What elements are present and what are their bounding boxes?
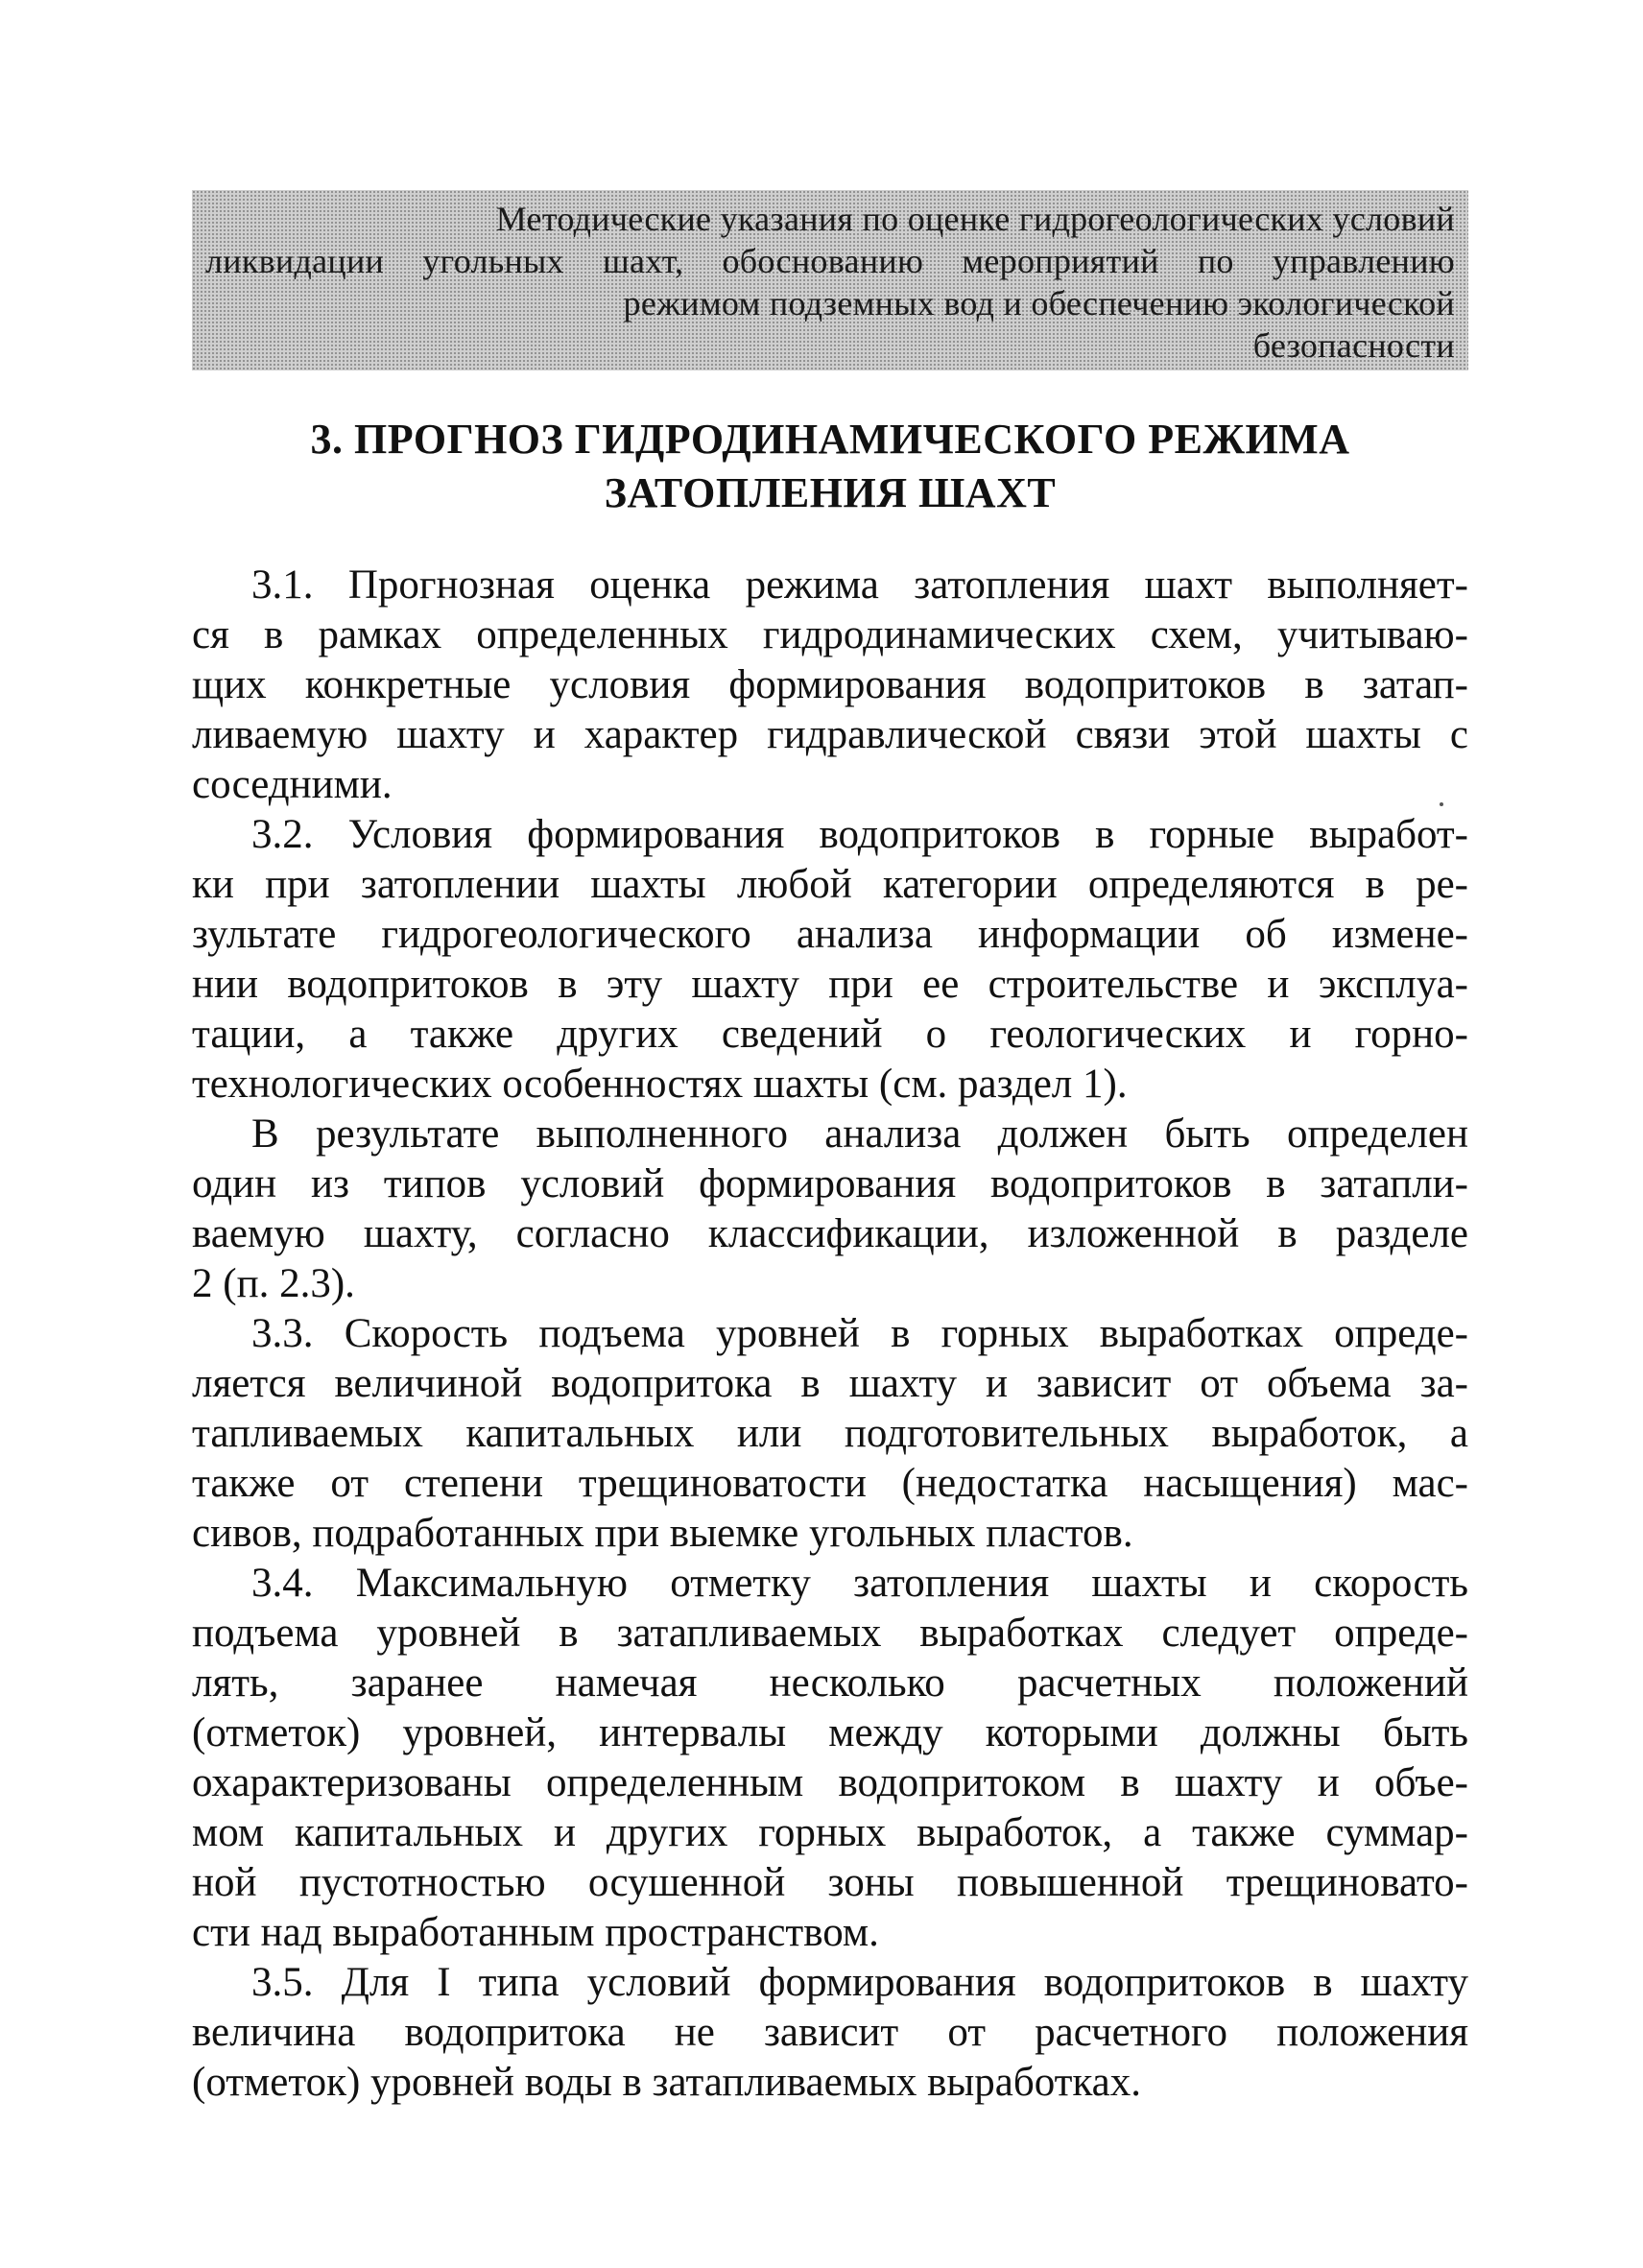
running-header-line: ликвидации угольных шахт, обоснованию мероприятий по управлению bbox=[205, 242, 1455, 280]
text-line: ной пустотностью осушенной зоны повышенной трещиновато- bbox=[192, 1860, 1468, 1905]
text-line: 3.4. Максимальную отметку затопления шахты и скорость bbox=[251, 1561, 1468, 1606]
text-line: мом капитальных и других горных выработок, а также суммар- bbox=[192, 1810, 1468, 1855]
section-title-line: ЗАТОПЛЕНИЯ ШАХТ bbox=[604, 469, 1057, 516]
text-line: тапливаемых капитальных или подготовительных выработок, а bbox=[192, 1411, 1468, 1456]
text-line: (отметок) уровней воды в затапливаемых выработках. bbox=[192, 2060, 1142, 2105]
text-line: сти над выработанным пространством. bbox=[192, 1910, 879, 1955]
text-line: 3.2. Условия формирования водопритоков в горные выработ- bbox=[251, 812, 1468, 857]
text-line: также от степени трещиноватости (недостатка насыщения) мас- bbox=[192, 1461, 1468, 1506]
body-text bbox=[192, 561, 1468, 2108]
text-line: ваемую шахту, согласно классификации, изложенной в разделе bbox=[192, 1211, 1468, 1256]
text-line: величина водопритока не зависит от расчетного положения bbox=[192, 2010, 1468, 2055]
text-line: сивов, подработанных при выемке угольных пластов. bbox=[192, 1511, 1133, 1556]
paragraph-3-3 bbox=[192, 1309, 1468, 1559]
running-header-line: безопасности bbox=[1252, 326, 1455, 365]
text-line: (отметок) уровней, интервалы между которыми должны быть bbox=[192, 1710, 1468, 1755]
text-line: подъема уровней в затапливаемых выработках следует опреде- bbox=[192, 1611, 1468, 1656]
text-line: 3.1. Прогнозная оценка режима затопления шахт выполняет- bbox=[251, 562, 1468, 608]
paragraph-analysis-result bbox=[192, 1110, 1468, 1309]
running-header-line: режимом подземных вод и обеспечению экологической bbox=[623, 284, 1455, 322]
text-line: нии водопритоков в эту шахту при ее строительстве и эксплуа- bbox=[192, 962, 1468, 1007]
running-header bbox=[192, 190, 1468, 370]
section-title-line: 3. ПРОГНОЗ ГИДРОДИНАМИЧЕСКОГО РЕЖИМА bbox=[310, 416, 1350, 463]
text-line: В результате выполненного анализа должен быть определен bbox=[251, 1111, 1468, 1157]
paragraph-3-2 bbox=[192, 810, 1468, 1110]
text-line: соседними. bbox=[192, 762, 393, 807]
text-line: один из типов условий формирования водопритоков в затапли- bbox=[192, 1161, 1468, 1206]
paragraph-3-1 bbox=[192, 561, 1468, 810]
running-header-line: Методические указания по оценке гидрогеологических условий bbox=[495, 200, 1455, 238]
paragraph-3-5 bbox=[192, 1958, 1468, 2108]
section-title bbox=[192, 413, 1468, 520]
text-line: ся в рамках определенных гидродинамических схем, учитываю- bbox=[192, 612, 1468, 657]
text-line: 3.5. Для I типа условий формирования водопритоков в шахту bbox=[251, 1960, 1468, 2005]
text-line: тации, а также других сведений о геологических и горно- bbox=[192, 1012, 1468, 1057]
text-line: щих конкретные условия формирования водопритоков в затап- bbox=[192, 662, 1468, 707]
text-line: зультате гидрогеологического анализа информации об измене- bbox=[192, 912, 1468, 957]
text-line: ляется величиной водопритока в шахту и зависит от объема за- bbox=[192, 1361, 1468, 1406]
text-line: 3.3. Скорость подъема уровней в горных выработках опреде- bbox=[251, 1311, 1468, 1356]
text-line: ки при затоплении шахты любой категории определяются в ре- bbox=[192, 862, 1468, 907]
text-line: 2 (п. 2.3). bbox=[192, 1261, 355, 1306]
scan-speck bbox=[1440, 802, 1443, 806]
text-line: технологических особенностях шахты (см. раздел 1). bbox=[192, 1062, 1128, 1107]
text-line: лять, заранее намечая несколько расчетных положений bbox=[192, 1660, 1468, 1706]
text-line: охарактеризованы определенным водопритоком в шахту и объе- bbox=[192, 1760, 1468, 1805]
text-line: ливаемую шахту и характер гидравлической связи этой шахты с bbox=[192, 712, 1468, 757]
paragraph-3-4 bbox=[192, 1559, 1468, 1958]
